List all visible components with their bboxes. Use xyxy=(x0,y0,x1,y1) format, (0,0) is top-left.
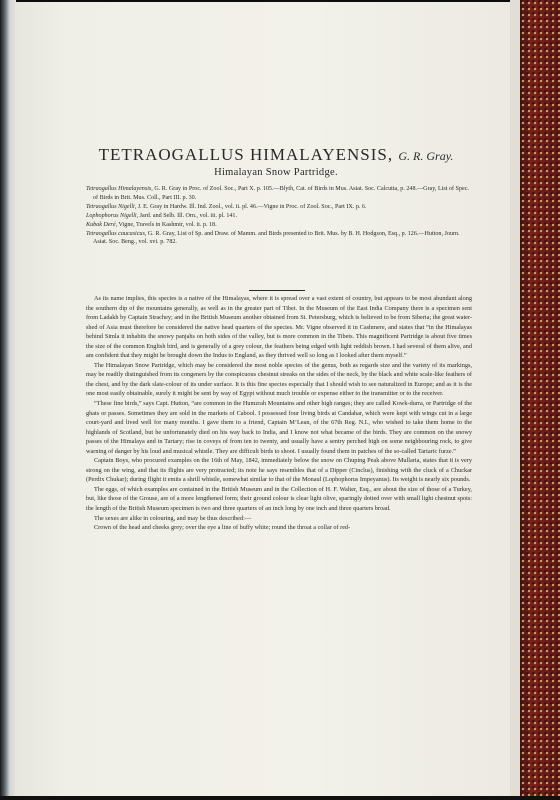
reference-name: Tetraogallus Himalayensis, xyxy=(86,186,153,192)
species-authority: G. R. Gray. xyxy=(398,149,454,163)
reference-text: G. R. Gray, List of Sp. and Draw. of Mamm. and Birds presented to Brit. Mus. by B. H. Hodgson, Esq., p. 126.—Hutton, Journ. Asiat. Soc. Beng., vol. xvi. p. 782. xyxy=(93,230,460,246)
facing-page-edge xyxy=(0,0,16,800)
common-name: Himalayan Snow Partridge. xyxy=(214,167,338,178)
reference-entry xyxy=(86,203,472,212)
synonymy-references xyxy=(86,185,472,247)
reference-name: Kubak Deré, xyxy=(86,221,118,228)
reference-name: Tetraogallus caucasicus, xyxy=(86,230,147,237)
body-paragraph: As its name implies, this species is a native of the Himalayas, where it is spread over a vast extent of country, but appears to be most abundant along the southern dip of the mountains generally, as well as in the greater part of Tibet. In the Museum of the East India Company there is a specimen sent from Ladakh by Captain Strachey; and in the British Museum another obtained from St. Petersburg, which is believed to be from Siberia; the great water-shed of Asia must therefore be considered the native head quarters of the species. Mr. Vigne observed it in Cashmere, and states that “in the Himalayas behind Simla it inhabits the snowy panjahs on both sides of the valley, but is more common in the Tibets. This magnificent Partridge is about five times the size of the common English bird, and is generally of a grey colour, the feathers being edged with light reddish brown. I had several of them alive, and am confident that they might be brought down the Indus to England, as they thrived well so long as I looked after them myself.” xyxy=(86,295,472,360)
reference-text: G. R. Gray in Proc. of Zool. Soc., Part X. p. 105.—Blyth, Cat. of Birds in Mus. Asiat. Soc. Calcutta, p. 248.—Gray, List of Spec. of Birds in Brit. Mus. Coll., Part III. p. 30. xyxy=(93,186,469,201)
species-name: TETRAOGALLUS HIMALAYENSIS, xyxy=(98,145,394,164)
reference-text: J. E. Gray in Hardw. Ill. Ind. Zool., vol. ii. pl. 46.—Vigne in Proc. of Zool. Soc., Part IX. p. 6. xyxy=(136,203,367,210)
body-paragraph: Crown of the head and cheeks grey; over the eye a line of buffy white; round the throat a collar of red- xyxy=(94,524,351,532)
page-fore-edge xyxy=(510,0,520,800)
patterned-binding xyxy=(520,0,560,800)
body-paragraph: The sexes are alike in colouring, and may be thus described:— xyxy=(94,514,252,522)
body-paragraph: “These fine birds,” says Capt. Hutton, “are common in the Humzrah Mountains and other high ranges; they are called Kowk-durra, or Partridge of the ghats or passes. Sometimes they are sold in the markets of Cabool. I possessed four living birds at Candahar, which were kept with wings cut in a large court-yard and lived well for many months. I gave them to a friend, Captain M‘Lean, of the 67th Reg. N.I., who wished to take them home to the highlands of Scotland, but he unfortunately died on his way back to India, and I know not what became of the birds. They are common on the snowy passes of the Himalaya and in Tartary; rise in coveys of from ten to twenty, and usually have a sentry perched high on some neighbouring rock, to give warning of danger by his loud and musical whistle. They are difficult birds to shoot. I usually found them in patches of the so-called Tartaric furze.” xyxy=(86,400,472,455)
reference-entry xyxy=(86,212,472,221)
reference-entry xyxy=(86,221,472,230)
reference-entry xyxy=(86,230,472,248)
section-divider xyxy=(249,290,305,291)
reference-entry xyxy=(86,185,472,203)
body-paragraph: The Himalayan Snow Partridge, which may be considered the most noble species of the genus, both as regards size and the variety of its markings, may be readily distinguished from its congeners by the conspicuous chestnut streaks on the sides of the neck, by the black and white scale-like feathers of the chest, and by the dark slate-colour of its under surface. It is this fine species especially that I should wish to see naturalized in Europe; and as it is the one most easily obtainable, surely it might be sent by way of Egypt without much trouble or expense either to the transmitter or to the receiver. xyxy=(86,361,472,398)
reference-text: Jard. and Selb. Ill. Orn., vol. iii. pl. 141. xyxy=(138,212,238,219)
page-title xyxy=(86,145,466,165)
body-paragraph: Captain Boys, who procured examples on the 16th of May, 1842, immediately below the snow on Chuping Peak above Mullaria, states that it is very strong on the wing, and that its flights are very protracted; its note he says resembles that of a Dipper (Cinclus), finishing with the cluck of a Chuckar (Perdix Chukar); during flight it emits a shrill whistle, somewhat similar to that of the Monaul (Lophophorus Impeyanus). Its weight is nearly six pounds. xyxy=(86,457,472,484)
reference-text: Vigne, Travels in Kashmir, vol. ii. p. 18. xyxy=(117,221,217,228)
scan-bottom-edge xyxy=(0,796,560,800)
body-text xyxy=(86,294,472,533)
reference-name: Lophophorus Nigelli, xyxy=(86,212,139,219)
reference-name: Tetraogallus Nigelli, xyxy=(86,203,137,210)
body-paragraph: The eggs, of which examples are contained in the British Museum and in the Collection of H. F. Walter, Esq., are about the size of those of a Turkey, but, like those of the Grouse, are of a more lengthened form; their ground colour is clear light olive, sparingly dotted over with small light chestnut spots: the length of the British Museum specimen is two and three quarters of an inch long by one inch and three quarters broad. xyxy=(86,485,472,513)
